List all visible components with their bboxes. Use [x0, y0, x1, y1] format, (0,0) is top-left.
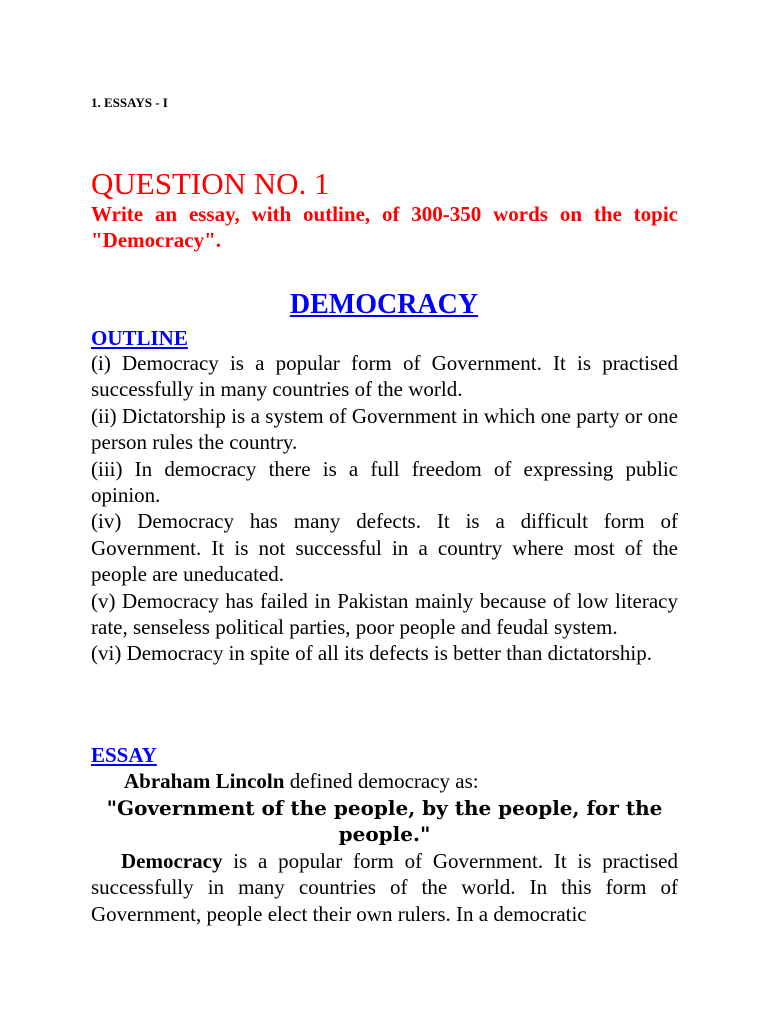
- paragraph-lead: Democracy: [121, 849, 223, 873]
- essay-intro: [91, 768, 678, 794]
- question-title: QUESTION NO. 1: [91, 166, 330, 201]
- paragraph-text: is a popular form of Government. It is practised successfully in many countries of the world. In this form of Government, people elect their own rulers. In a democratic: [91, 849, 678, 926]
- outline-item: (iii) In democracy there is a full freedom of expressing public opinion.: [91, 456, 678, 508]
- outline-heading: OUTLINE: [91, 326, 188, 350]
- essay-paragraph: [91, 848, 678, 927]
- outline-item: (i) Democracy is a popular form of Government. It is practised successfully in many countries of the world.: [91, 351, 678, 402]
- section-label: 1. ESSAYS - I: [91, 95, 168, 110]
- outline-item: (v) Democracy has failed in Pakistan mainly because of low literacy rate, senseless political parties, poor people and feudal system.: [91, 588, 678, 640]
- outline-item: (vi) Democracy in spite of all its defects is better than dictatorship.: [91, 641, 652, 666]
- essay-heading: ESSAY: [91, 743, 157, 767]
- outline-item: (iv) Democracy has many defects. It is a difficult form of Government. It is not successful in a country where most of the people are uneducated.: [91, 509, 678, 587]
- lincoln-quote: "Government of the people, by the people, for the people.": [106, 796, 663, 846]
- intro-author: Abraham Lincoln: [124, 769, 285, 793]
- essay-title: DEMOCRACY: [289, 289, 479, 320]
- outline-list: [91, 350, 678, 667]
- intro-text: defined democracy as:: [284, 769, 479, 793]
- outline-item: (ii) Dictatorship is a system of Government in which one party or one person rules the country.: [91, 403, 678, 455]
- question-text: Write an essay, with outline, of 300-350 words on the topic "Democracy".: [91, 202, 678, 252]
